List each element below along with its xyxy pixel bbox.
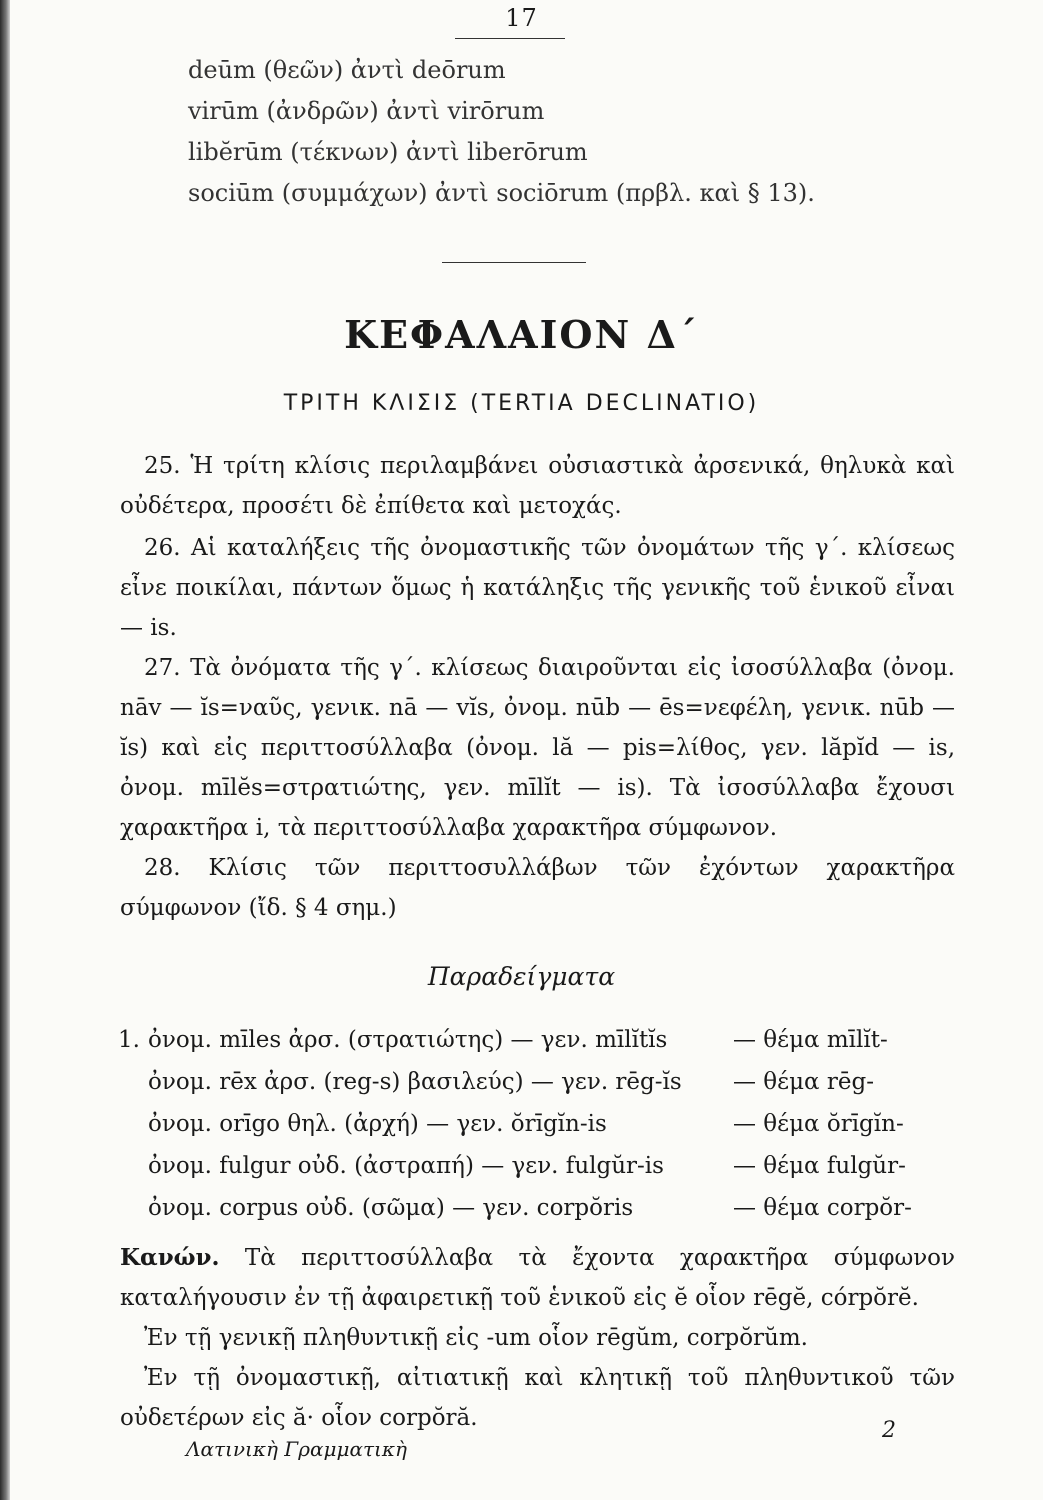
rule-line-ablative: Τὰ περιττοσύλλαβα τὰ ἔχοντα χαρακτῆρα σύμφωνον καταλήγουσιν ἐν τῇ ἀφαιρετικῇ τοῦ ἑνικοῦ εἰς ĕ οἷον rēgĕ, córpŏrĕ. [120, 1245, 956, 1311]
rule-paragraph [120, 1238, 955, 1438]
page-number-rule [455, 38, 565, 39]
example-forms: ὀνομ. fulgur οὐδ. (ἀστραπή) — γεν. fulgŭr-is [148, 1153, 664, 1179]
example-theme: — θέμα mīlĭt- [733, 1027, 888, 1053]
chapter-title: ΚΕΦΑΛΑΙΟΝ Δ΄ [344, 312, 699, 357]
example-row [118, 1027, 938, 1069]
rule-line-nominative: Ἐν τῇ ὀνομαστικῇ, αἰτιατικῇ καὶ κλητικῇ τοῦ πληθυντικοῦ τῶν οὐδετέρων εἰς ă· οἷον corpŏră. [120, 1365, 955, 1431]
example-theme: — θέμα fulgŭr- [733, 1153, 906, 1179]
section-separator [442, 262, 586, 263]
paragraph-26: 26. Αἱ καταλήξεις τῆς ὀνομαστικῆς τῶν ὀνομάτων τῆς γ΄. κλίσεως εἶνε ποικίλαι, πάντων ὅμως ἡ κατάληξις τῆς γενικῆς τοῦ ἑνικοῦ εἶναι — is. [120, 535, 955, 641]
example-row [118, 1111, 938, 1153]
example-forms: ὀνομ. orīgo θηλ. (ἀρχή) — γεν. ŏrīgĭn-is [148, 1111, 607, 1137]
intro-line: sociūm (συμμάχων) ἀντὶ sociōrum (πρβλ. καὶ § 13). [188, 179, 815, 207]
paragraph-28: 28. Κλίσις τῶν περιττοσυλλάβων τῶν ἐχόντων χαρακτῆρα σύμφωνον (ἴδ. § 4 σημ.) [120, 855, 955, 921]
example-row [118, 1195, 938, 1237]
example-theme: — θέμα corpŏr- [733, 1195, 912, 1221]
intro-lines [188, 56, 815, 220]
example-row [118, 1069, 938, 1111]
example-theme: — θέμα ŏrīgĭn- [733, 1111, 904, 1137]
paragraph-25: 25. Ἡ τρίτη κλίσις περιλαμβάνει οὐσιαστικὰ ἀρσενικά, θηλυκὰ καὶ οὐδέτερα, προσέτι δὲ ἐπίθετα καὶ μετοχάς. [120, 453, 955, 519]
example-forms: ὀνομ. mīles ἀρσ. (στρατιώτης) — γεν. mīlĭtĭs [148, 1027, 668, 1053]
rule-label: Κανών. [120, 1244, 220, 1271]
example-row [118, 1153, 938, 1195]
example-forms: ὀνομ. corpus οὐδ. (σῶμα) — γεν. corpŏris [148, 1195, 634, 1221]
chapter-subtitle: ΤΡΙΤΗ ΚΛΙΣΙΣ (TERTIA DECLINATIO) [283, 391, 760, 416]
example-number: 1. [118, 1027, 140, 1053]
rule-line-genitive: Ἐν τῇ γενικῇ πληθυντικῇ εἰς -um οἷον rēgŭm, corpŏrŭm. [144, 1325, 808, 1351]
paragraph-27: 27. Τὰ ὀνόματα τῆς γ΄. κλίσεως διαιροῦνται εἰς ἰσοσύλλαβα (ὀνομ. nāv — ĭs=ναῦς, γενικ. nā — vĭs, ὀνομ. nūb — ēs=νεφέλη, γενικ. nūb — ĭs) καὶ εἰς περιττοσύλλαβα (ὀνομ. lă — pis=λίθος, γεν. lăpĭd — is, ὀνομ. mīlĕs=στρατιώτης, γεν. mīlĭt — is). Τὰ ἰσοσύλλαβα ἔχουσι χαρακτῆρα i, τὰ περιττοσύλλαβα χαρακτῆρα σύμφωνον. [120, 655, 955, 841]
example-forms: ὀνομ. rēx ἀρσ. (reg-s) βασιλεύς) — γεν. rēg-ĭs [148, 1069, 682, 1095]
intro-line: libĕrūm (τέκνων) ἀντὶ liberōrum [188, 138, 588, 166]
intro-line: deūm (θεῶν) ἀντὶ deōrum [188, 56, 506, 84]
book-binding-edge [0, 0, 10, 1500]
intro-line: virūm (ἀνδρῶν) ἀντὶ virōrum [188, 97, 545, 125]
footer-book-title: Λατινικὴ Γραμματικὴ [186, 1437, 407, 1461]
footer-signature-mark: 2 [882, 1418, 896, 1443]
example-theme: — θέμα rēg- [733, 1069, 874, 1095]
examples-table [118, 1027, 938, 1237]
page-number: 17 [505, 4, 538, 32]
examples-heading: Παραδείγματα [427, 962, 616, 991]
